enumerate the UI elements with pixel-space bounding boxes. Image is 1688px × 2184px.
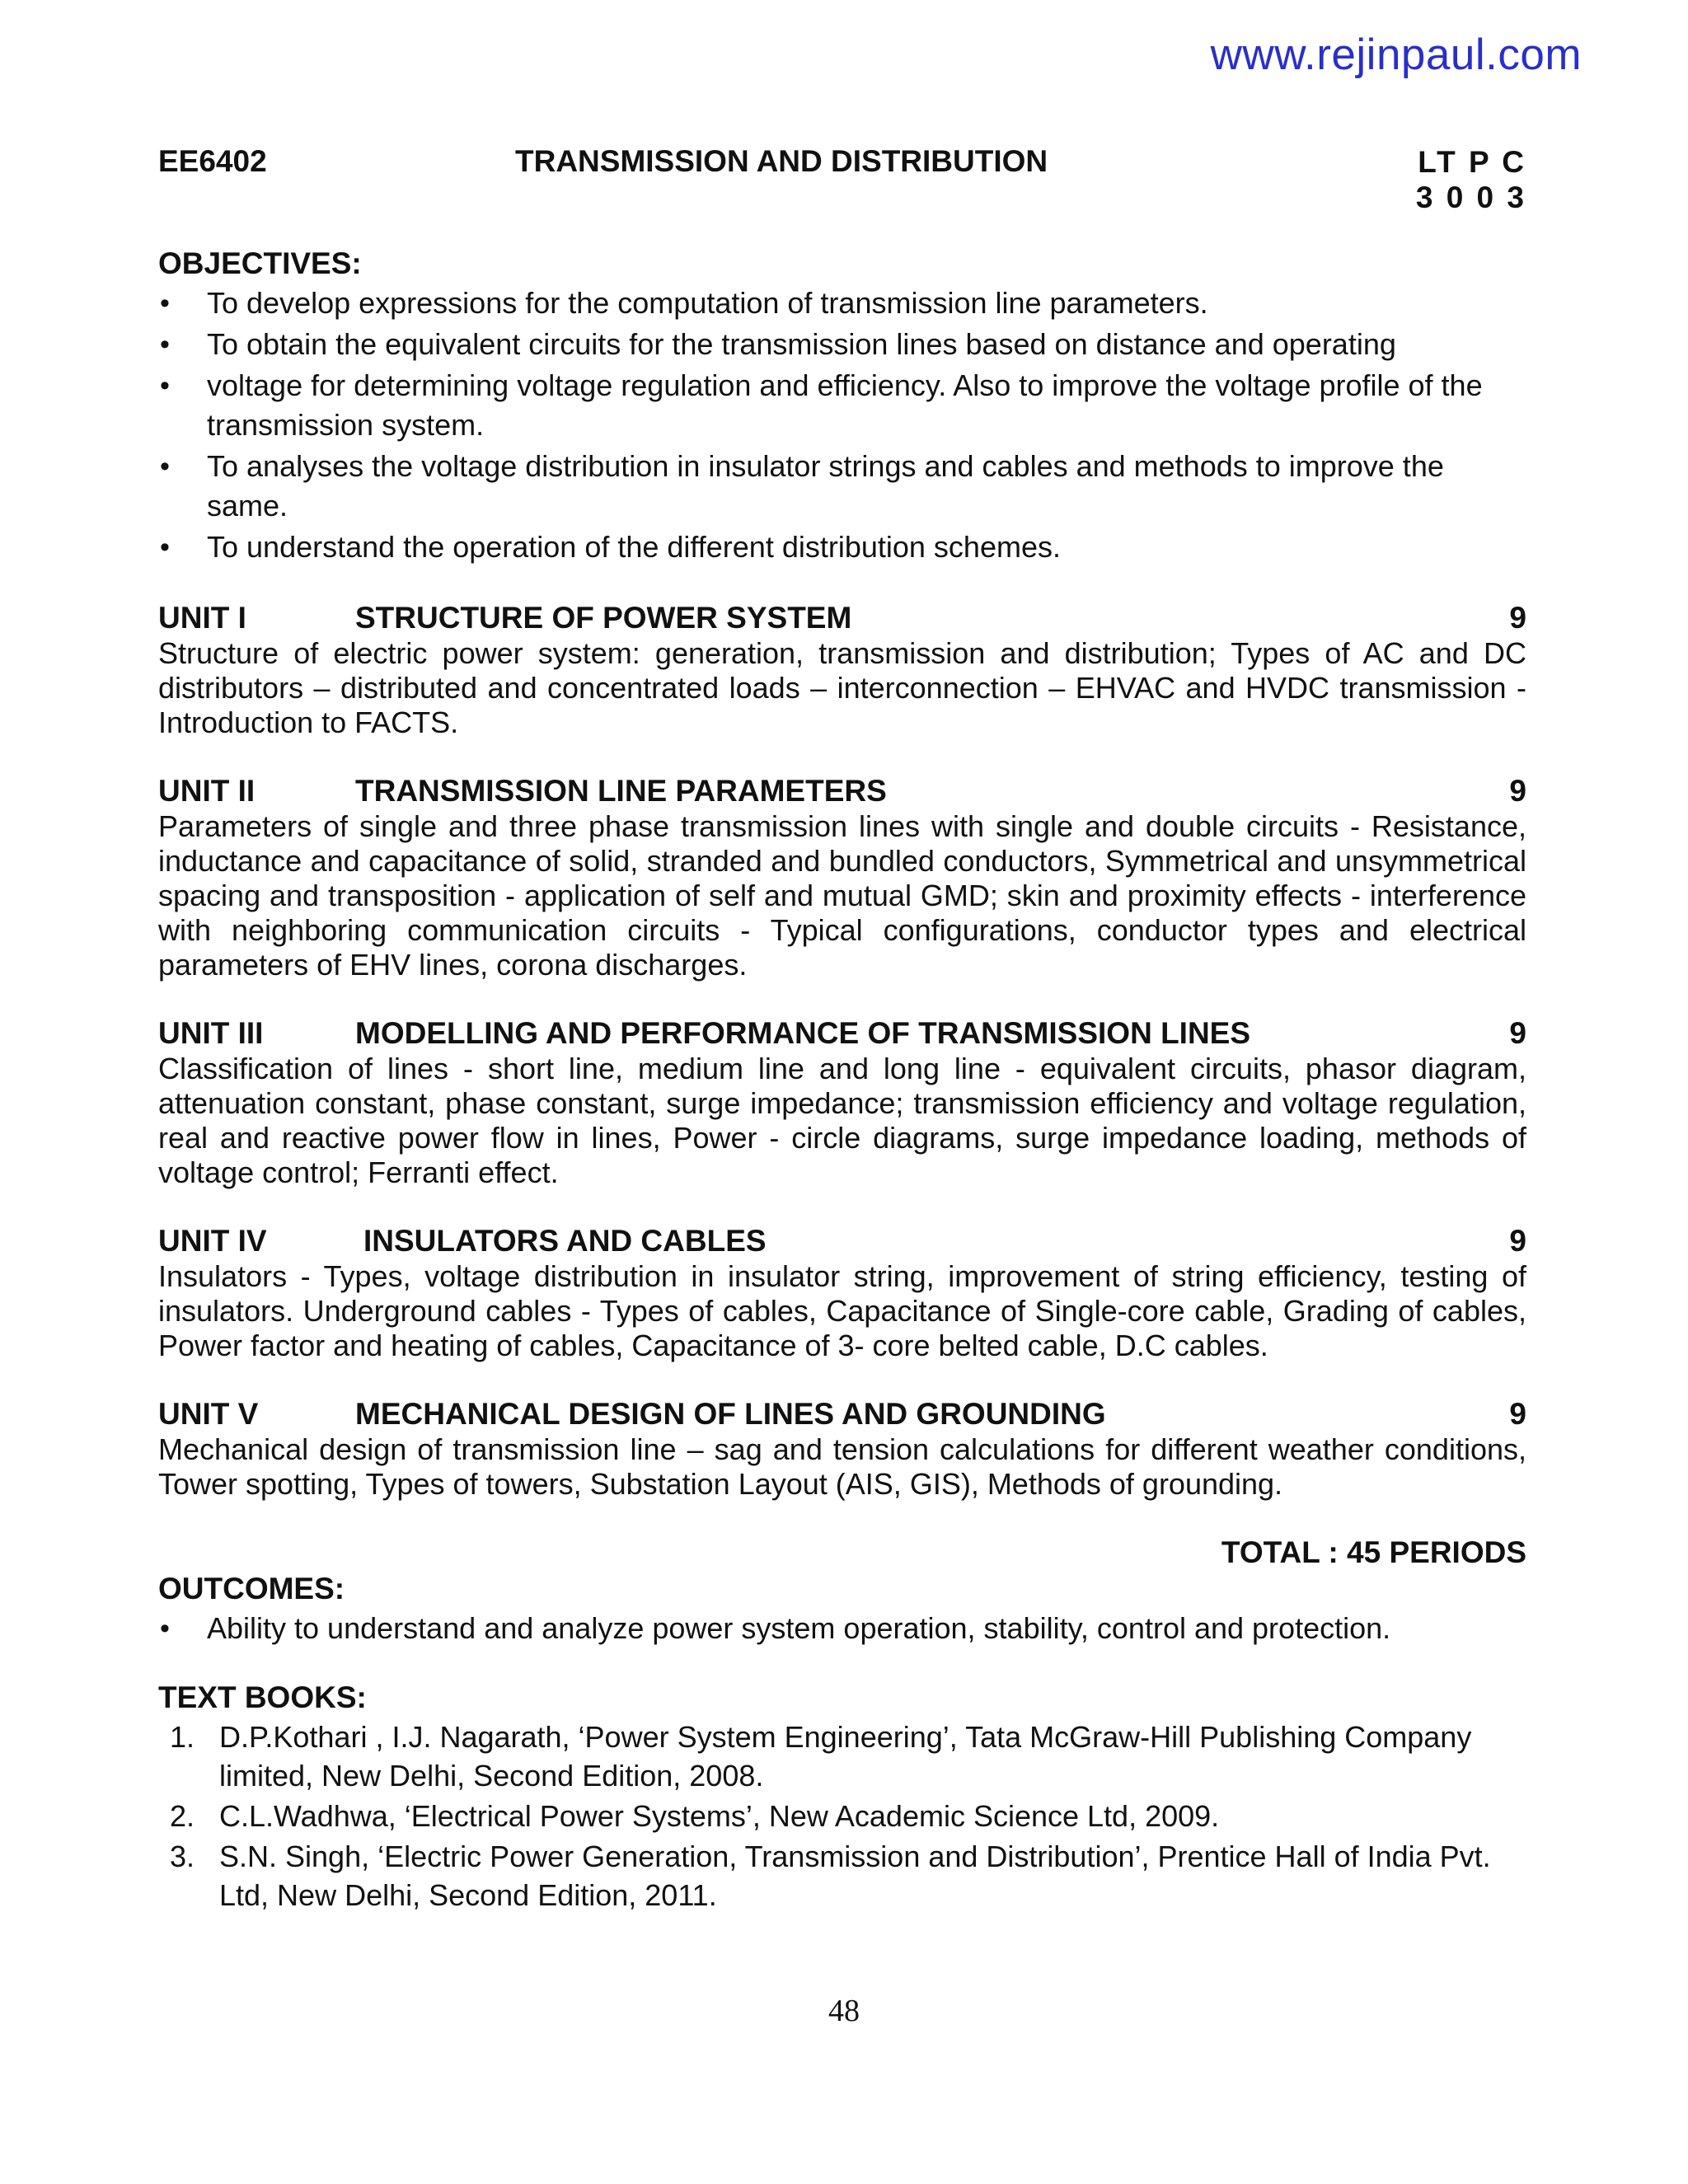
unit-hours: 9	[1509, 601, 1526, 635]
textbooks-list	[158, 1718, 1526, 1915]
unit-hours: 9	[1509, 1016, 1526, 1050]
unit-title: INSULATORS AND CABLES	[363, 1224, 767, 1258]
unit-number: UNIT III	[158, 1016, 264, 1050]
unit-section-4	[158, 1223, 1526, 1363]
unit-heading	[158, 1223, 1526, 1259]
course-header	[158, 144, 1526, 218]
textbook-number: 3.	[170, 1840, 195, 1873]
list-item	[158, 1837, 1526, 1915]
objectives-list	[158, 284, 1526, 567]
ltpc-block	[1416, 144, 1526, 215]
unit-number: UNIT I	[158, 601, 246, 635]
unit-number: UNIT II	[158, 774, 256, 808]
unit-heading	[158, 773, 1526, 809]
unit-section-5	[158, 1396, 1526, 1502]
textbooks-section	[158, 1680, 1526, 1915]
objectives-section	[158, 246, 1526, 567]
unit-section-1	[158, 600, 1526, 740]
objectives-heading: OBJECTIVES:	[158, 246, 362, 280]
textbooks-heading: TEXT BOOKS:	[158, 1680, 367, 1714]
list-item: • To obtain the equivalent circuits for the transmission lines based on distance and operating	[158, 325, 1526, 364]
outcomes-list	[158, 1609, 1526, 1648]
total-periods: TOTAL : 45 PERIODS	[1221, 1535, 1526, 1569]
unit-title: TRANSMISSION LINE PARAMETERS	[355, 774, 887, 808]
list-item: • Ability to understand and analyze power system operation, stability, control and protection.	[158, 1609, 1526, 1648]
unit-section-2	[158, 773, 1526, 982]
unit-hours: 9	[1509, 774, 1526, 808]
unit-number: UNIT IV	[158, 1224, 267, 1258]
list-item	[158, 1718, 1526, 1795]
list-item: • To understand the operation of the different distribution schemes.	[158, 527, 1526, 567]
unit-description: Structure of electric power system: generation, transmission and distribution; Types of AC and DC distributors – distributed and concentrated loads – interconnection – EHVAC and HVDC transmission - Introduction to FACTS.	[158, 636, 1526, 739]
course-code: EE6402	[158, 144, 267, 178]
textbook-citation: C.L.Wadhwa, ‘Electrical Power Systems’, New Academic Science Ltd, 2009.	[219, 1799, 1220, 1833]
course-title: TRANSMISSION AND DISTRIBUTION	[515, 144, 1048, 178]
textbook-number: 2.	[170, 1799, 195, 1833]
unit-description: Mechanical design of transmission line – sag and tension calculations for different weather conditions, Tower spotting, Types of towers, Substation Layout (AIS, GIS), Methods of grounding.	[158, 1432, 1526, 1501]
textbook-citation: D.P.Kothari , I.J. Nagarath, ‘Power System Engineering’, Tata McGraw-Hill Publishing Company limited, New Delhi, Second Edition, 2008.	[219, 1720, 1472, 1793]
list-item: • To analyses the voltage distribution in insulator strings and cables and methods to improve the same.	[158, 447, 1526, 526]
unit-title: MODELLING AND PERFORMANCE OF TRANSMISSION LINES	[355, 1016, 1251, 1050]
unit-description: Insulators - Types, voltage distribution in insulator string, improvement of string efficiency, testing of insulators. Underground cables - Types of cables, Capacitance of Single-core cable, Grading of cables, Power factor and heating of cables, Capacitance of 3- core belted cable, D.C cables.	[158, 1259, 1526, 1362]
unit-section-3	[158, 1015, 1526, 1190]
ltpc-label: LT P C	[1418, 145, 1526, 179]
outcomes-heading: OUTCOMES:	[158, 1572, 345, 1605]
unit-heading	[158, 1015, 1526, 1052]
unit-description: Parameters of single and three phase transmission lines with single and double circuits - Resistance, inductance and capacitance of solid, stranded and bundled conductors, Symmetrical and unsymmetrical spacing and transposition - application of self and mutual GMD; skin and proximity effects - interference with neighboring communication circuits - Typical configurations, conductor types and electrical parameters of EHV lines, corona discharges.	[158, 809, 1526, 982]
watermark-link[interactable]: www.rejinpaul.com	[1210, 30, 1582, 79]
textbook-citation: S.N. Singh, ‘Electric Power Generation, Transmission and Distribution’, Prentice Hall of India Pvt. Ltd, New Delhi, Second Edition, 2011.	[219, 1840, 1491, 1912]
unit-title: STRUCTURE OF POWER SYSTEM	[355, 601, 852, 635]
ltpc-values: 3 0 0 3	[1415, 180, 1526, 214]
unit-hours: 9	[1509, 1397, 1526, 1431]
textbook-number: 1.	[170, 1720, 195, 1754]
unit-hours: 9	[1509, 1224, 1526, 1258]
page-number: 48	[828, 1994, 860, 2028]
list-item: • To develop expressions for the computation of transmission line parameters.	[158, 284, 1526, 323]
unit-heading	[158, 600, 1526, 636]
list-item: • voltage for determining voltage regulation and efficiency. Also to improve the voltage profile of the transmission system.	[158, 366, 1526, 445]
unit-number: UNIT V	[158, 1397, 259, 1431]
document-body	[158, 246, 1526, 1915]
unit-title: MECHANICAL DESIGN OF LINES AND GROUNDING	[355, 1397, 1106, 1431]
unit-description: Classification of lines - short line, medium line and long line - equivalent circuits, phasor diagram, attenuation constant, phase constant, surge impedance; transmission efficiency and voltage regulation, real and reactive power flow in lines, Power - circle diagrams, surge impedance loading, methods of voltage control; Ferranti effect.	[158, 1052, 1526, 1189]
outcomes-section	[158, 1571, 1526, 1648]
unit-heading	[158, 1396, 1526, 1432]
list-item	[158, 1797, 1526, 1835]
